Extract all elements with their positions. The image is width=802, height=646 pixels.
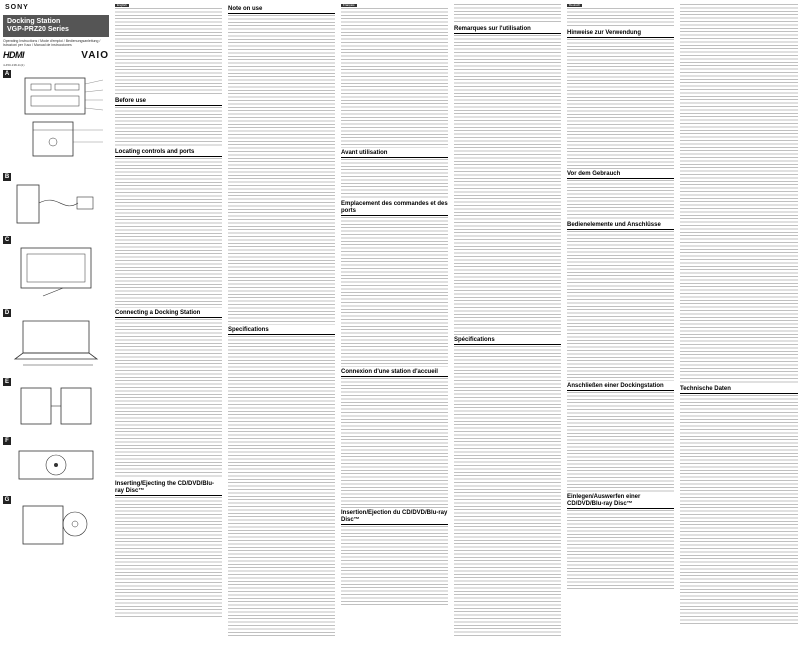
column-french-2 xyxy=(454,4,561,642)
column-english-1 xyxy=(115,4,222,642)
section-heading: Locating controls and ports xyxy=(115,149,222,157)
figure-label: B xyxy=(4,174,10,180)
section-heading: Technische Daten xyxy=(680,386,798,394)
logo-row xyxy=(3,49,109,61)
section-heading: Spécifications xyxy=(454,337,561,345)
section-heading: Emplacement des commandes et des ports xyxy=(341,201,448,215)
figure-d xyxy=(3,309,109,375)
section-heading: Inserting/Ejecting the CD/DVD/Blu-ray Disc™ xyxy=(115,481,222,496)
figure-column xyxy=(3,4,109,642)
language-tab: Deutsch xyxy=(569,4,581,7)
language-tab: Français xyxy=(343,4,355,7)
figure-label: G xyxy=(4,497,10,503)
section-heading: Connecting a Docking Station xyxy=(115,310,222,318)
laptop-illustration xyxy=(3,309,109,375)
title-banner xyxy=(3,15,109,37)
figure-a xyxy=(3,70,109,170)
section-heading: Remarques sur l'utilisation xyxy=(454,26,561,34)
eject-illustration xyxy=(3,496,109,552)
column-german-2 xyxy=(680,4,798,642)
section-heading: Note on use xyxy=(228,6,335,14)
figure-e xyxy=(3,378,109,434)
docking-station-ports-illustration xyxy=(3,70,109,170)
document-code: 4-450-138-11(1) xyxy=(3,63,25,67)
figure-c xyxy=(3,236,109,306)
section-heading: Hinweise zur Verwendung xyxy=(567,30,674,38)
figure-label: F xyxy=(3,437,11,445)
ac-adapter-illustration xyxy=(3,173,109,233)
figure-g xyxy=(3,496,109,552)
figure-label: E xyxy=(4,379,9,385)
figure-b xyxy=(3,173,109,233)
language-list: Operating Instructions / Mode d'emploi / Bedienungsanleitung / Istruzioni per l'uso / Manual de instrucciones xyxy=(3,39,101,47)
vaio-logo: VAIO xyxy=(81,49,109,61)
figure-label: C xyxy=(4,237,10,243)
section-heading: Before use xyxy=(115,98,222,106)
column-french-1 xyxy=(341,4,448,642)
product-model: VGP-PRZ20 Series xyxy=(7,26,69,33)
section-heading: Einlegen/Auswerfen einer CD/DVD/Blu-ray Disc™ xyxy=(567,494,674,509)
section-heading: Bedienelemente und Anschlüsse xyxy=(567,222,674,230)
section-heading: Specifications xyxy=(228,327,335,335)
figure-label: D xyxy=(4,310,10,316)
hdmi-logo: HDMI xyxy=(3,50,24,60)
brand-logo: SONY xyxy=(5,4,29,11)
product-title: Docking Station xyxy=(7,18,61,25)
column-english-2 xyxy=(228,4,335,642)
figure-f xyxy=(3,437,109,493)
section-heading: Avant utilisation xyxy=(341,150,448,158)
section-heading: Insertion/Ejection du CD/DVD/Blu-ray Disc™ xyxy=(341,510,448,524)
section-heading: Vor dem Gebrauch xyxy=(567,171,674,179)
language-tab: English xyxy=(117,4,127,7)
section-heading: Anschließen einer Dockingstation xyxy=(567,383,674,391)
disc-tray-illustration xyxy=(3,437,109,493)
connect-station-illustration xyxy=(3,236,109,306)
cable-connection-illustration xyxy=(3,378,109,434)
column-german-1 xyxy=(567,4,674,642)
figure-label: A xyxy=(4,71,10,77)
section-heading: Connexion d'une station d'accueil xyxy=(341,369,448,377)
